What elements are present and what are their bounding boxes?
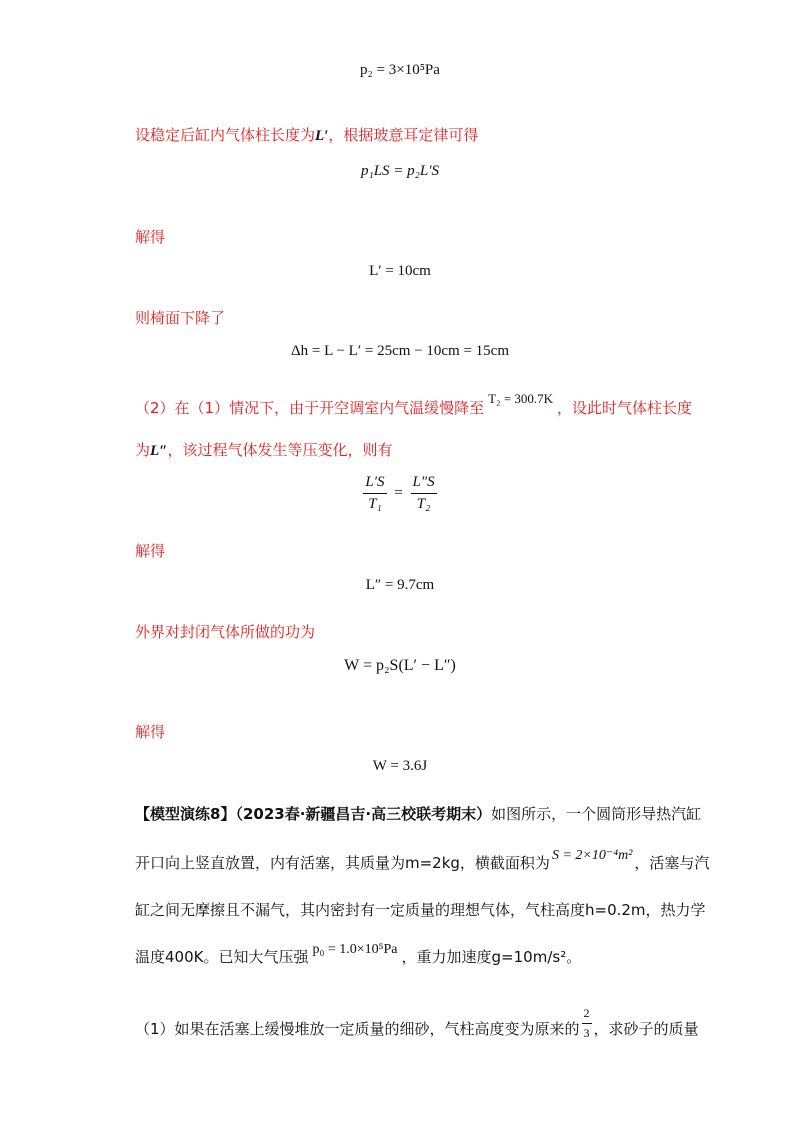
problem-line2-b: ，活塞与汽 (634, 854, 710, 872)
fraction-left-den: T₁ (368, 496, 382, 512)
problem-line1-text: 如图所示，一个圆筒形导热汽缸 (491, 805, 702, 823)
problem-line2-a: 开口向上竖直放置，内有活塞，其质量为m=2kg，横截面积为 (135, 854, 550, 872)
text-set-length (135, 124, 478, 145)
text-part2-c: 为 (135, 441, 151, 459)
solve-label-2: 解得 (135, 542, 166, 560)
fraction-right-den: T₂ (416, 496, 431, 512)
text-part2-b: ，设此时气体柱长度 (557, 399, 693, 417)
fraction-two-thirds-den: 3 (583, 1026, 590, 1040)
fraction-left (363, 474, 386, 513)
equation-work: W = p₂S(L′ − L″) (344, 657, 456, 674)
equation-delta-h: Δh = L − L′ = 25cm − 10cm = 15cm (291, 343, 509, 359)
var-L-prime: L′ (315, 128, 329, 144)
problem-q1-b: ，求砂子的质量 (593, 1020, 699, 1038)
text-part2-d: ，该过程气体发生等压变化，则有 (167, 441, 393, 459)
text-part2-line1 (135, 391, 693, 418)
text-drop: 则椅面下降了 (135, 309, 226, 327)
fraction-right-num: L″S (411, 474, 437, 494)
text-part2-line2 (135, 439, 392, 460)
text-set-length-tail: ，根据玻意耳定律可得 (328, 126, 479, 144)
text-set-length-lead: 设稳定后缸内气体柱长度为 (135, 126, 316, 144)
equation-S: S = 2×10⁻⁴m² (551, 848, 633, 863)
text-work: 外界对封闭气体所做的功为 (135, 623, 316, 641)
equation-p0: p₀ = 1.0×10⁵Pa (312, 942, 398, 957)
solve-label-3: 解得 (135, 723, 166, 741)
problem-line4-b: ，重力加速度g=10m/s²。 (401, 948, 582, 966)
solve-label-1: 解得 (135, 228, 166, 246)
equation-L-prime: L′ = 10cm (369, 263, 431, 279)
problem-line4-a: 温度400K。已知大气压强 (135, 948, 309, 966)
equation-T2: T₂ = 300.7K (488, 391, 554, 406)
equation-charles (0, 474, 800, 513)
text-part2-a: （2）在（1）情况下，由于开空调室内气温缓慢降至 (135, 399, 485, 417)
fraction-two-thirds (582, 1006, 592, 1041)
problem-q1-a: （1）如果在活塞上缓慢堆放一定质量的细砂，气柱高度变为原来的 (135, 1020, 580, 1038)
fraction-right (411, 474, 437, 513)
var-L-double-prime: L″ (150, 443, 168, 459)
problem-tag: 【模型演练8】 (135, 805, 236, 823)
problem-line-2 (135, 848, 710, 873)
equals-sign: = (394, 485, 403, 501)
problem-line-3: 缸之间无摩擦且不漏气，其内密封有一定质量的理想气体，气柱高度h=0.2m，热力学 (135, 901, 706, 919)
fraction-left-num: L′S (363, 474, 386, 494)
problem-question-1 (135, 1006, 699, 1047)
equation-work-value: W = 3.6J (372, 758, 428, 774)
equation-boyle: p₁LS = p₂L′S (360, 163, 440, 179)
problem-line-1 (135, 803, 701, 824)
equation-p2: p₂ = 3×10⁵Pa (360, 62, 440, 78)
equation-L-double-prime: L″ = 9.7cm (365, 577, 435, 593)
fraction-two-thirds-num: 2 (582, 1006, 592, 1024)
problem-source: （2023春·新疆昌吉·高三校联考期末） (235, 805, 492, 823)
problem-line-4 (135, 942, 582, 967)
